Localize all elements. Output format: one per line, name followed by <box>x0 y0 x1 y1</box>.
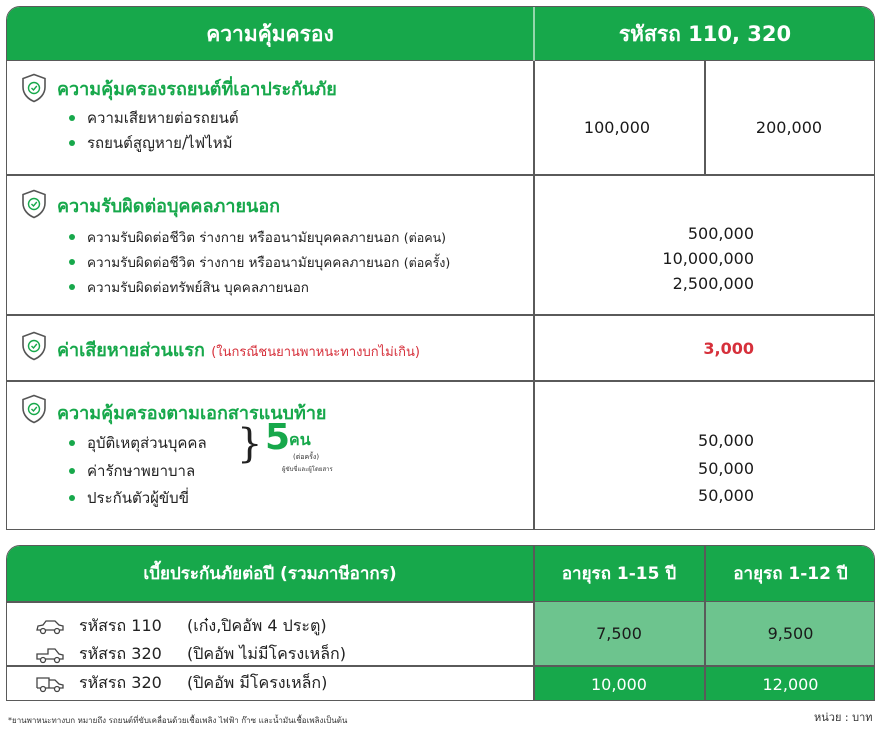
table-row <box>35 614 327 639</box>
car-code: รหัสรถ 320 <box>79 673 162 692</box>
header-coverage: ความคุ้มครอง <box>206 21 334 46</box>
shield-check-icon <box>21 189 47 219</box>
list-item: ความเสียหายต่อรถยนต์ <box>69 106 239 130</box>
price-320-frame-age12: 12,000 <box>762 674 819 694</box>
price-110-320-age15: 7,500 <box>596 624 642 643</box>
value-deductible: 3,000 <box>703 339 754 358</box>
row-divider <box>7 174 874 176</box>
footnote: *ยานพาหนะทางบก หมายถึง รถยนต์ที่ขับเคลื่อนด้วยเชื้อเพลิง ไฟฟ้า ก๊าซ และน้ำมันเชื้อเพลิงเป็นต้น <box>8 716 348 725</box>
list-item: ความรับผิดต่อชีวิต ร่างกาย หรืออนามัยบุคคลภายนอก (ต่อคน) <box>69 226 446 248</box>
list-item: รถยนต์สูญหาย/ไฟไหม้ <box>69 131 233 155</box>
section-title-vehicle: ความคุ้มครองรถยนต์ที่เอาประกันภัย <box>57 79 337 100</box>
premium-header: เบี้ยประกันภัยต่อปี (รวมภาษีอากร) <box>7 546 533 601</box>
list-item: ประกันตัวผู้ขับขี่ <box>69 486 189 510</box>
table-row <box>35 642 346 667</box>
table-row <box>35 671 327 696</box>
premium-header-age-15: อายุรถ 1-15 ปี <box>534 546 704 601</box>
premium-table <box>6 545 875 701</box>
persons-unit: คน <box>289 430 311 449</box>
persons-sub2: ผู้ขับขี่และผู้โดยสาร <box>282 466 333 473</box>
value-divider <box>704 61 706 174</box>
car-desc: (ปิคอัพ มีโครงเหล็ก) <box>187 673 328 692</box>
value-loss: 200,000 <box>755 118 823 137</box>
sedan-icon <box>35 618 65 636</box>
value-per-person: 500,000 <box>687 224 754 243</box>
unit-label: หน่วย : บาท <box>814 711 873 724</box>
value-per-accident: 10,000,000 <box>662 249 754 268</box>
premium-header-age-12: อายุรถ 1-12 ปี <box>705 546 875 601</box>
value-personal-accident: 50,000 <box>698 431 754 450</box>
price-320-frame-age15: 10,000 <box>591 674 647 694</box>
value-bail-bond: 50,000 <box>698 486 754 505</box>
car-desc: (ปิคอัพ ไม่มีโครงเหล็ก) <box>187 644 346 663</box>
persons-number: 5 <box>265 417 291 458</box>
car-desc: (เก๋ง,ปิคอัพ 4 ประตู) <box>187 616 327 635</box>
column-divider <box>533 61 535 530</box>
persons-sub: (ต่อครั้ง) <box>293 453 320 461</box>
car-code: รหัสรถ 320 <box>79 644 162 663</box>
value-medical: 50,000 <box>698 459 754 478</box>
list-item: ค่ารักษาพยาบาล <box>69 459 195 483</box>
pickup-icon <box>35 646 65 664</box>
section-title-endorsement: ความคุ้มครองตามเอกสารแนบท้าย <box>57 403 327 424</box>
pickup-frame-icon <box>35 675 65 693</box>
coverage-table <box>6 6 875 530</box>
list-item: ความรับผิดต่อทรัพย์สิน บุคคลภายนอก <box>69 276 309 298</box>
section-title-deductible: ค่าเสียหายส่วนแรก (ในกรณีชนยานพาหนะทางบกไม่เกิน) <box>57 340 420 361</box>
coverage-header <box>7 7 874 61</box>
header-car-code: รหัสรถ 110, 320 <box>618 21 792 46</box>
car-code: รหัสรถ 110 <box>79 616 162 635</box>
row-divider <box>7 380 874 382</box>
shield-check-icon <box>21 331 47 361</box>
list-item: ความรับผิดต่อชีวิต ร่างกาย หรืออนามัยบุคคลภายนอก (ต่อครั้ง) <box>69 251 450 273</box>
section-title-third-party: ความรับผิดต่อบุคคลภายนอก <box>57 196 281 217</box>
value-damage: 100,000 <box>583 118 651 137</box>
brace-symbol: } <box>237 421 263 467</box>
list-item: อุบัติเหตุส่วนบุคคล <box>69 431 207 455</box>
price-110-320-age12: 9,500 <box>767 624 814 643</box>
shield-check-icon <box>21 73 47 103</box>
row-divider <box>7 314 874 316</box>
shield-check-icon <box>21 394 47 424</box>
value-property: 2,500,000 <box>672 274 754 293</box>
deductible-note: (ในกรณีชนยานพาหนะทางบกไม่เกิน) <box>211 345 420 360</box>
